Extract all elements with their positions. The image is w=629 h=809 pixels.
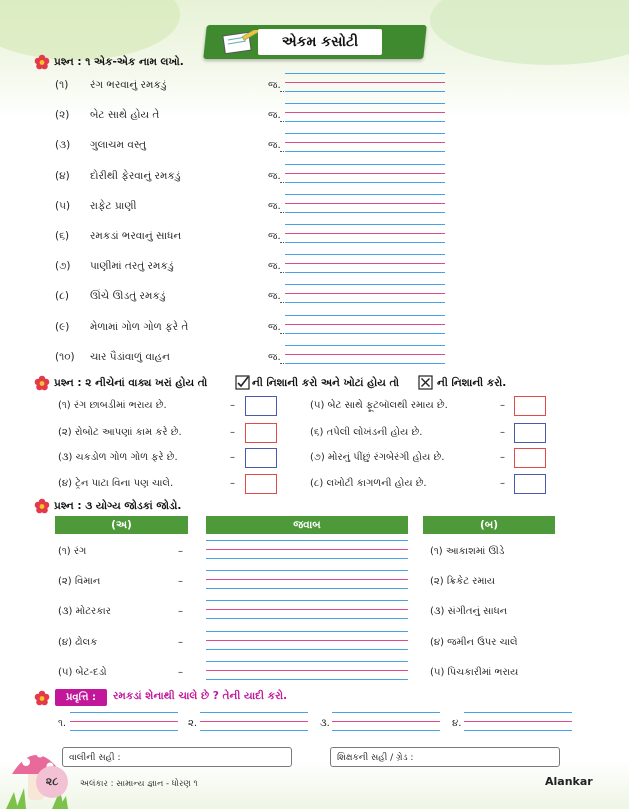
q1-item-number: (૨) [55, 109, 70, 121]
activity-line[interactable] [332, 730, 440, 731]
activity-line-top[interactable] [70, 712, 178, 713]
q1-item-text: મેળામાં ગોળ ગોળ ફરે તે [90, 321, 189, 333]
activity-line[interactable] [70, 730, 178, 731]
question-1-heading: પ્રશ્ન : ૧ એક-એક નામ લખો. [54, 56, 184, 68]
answer-line-top[interactable] [206, 600, 408, 601]
dash: – [178, 637, 183, 648]
answer-line[interactable] [285, 212, 445, 213]
q1-item-text: ગુલાચમ વસ્તુ [90, 139, 147, 151]
footer-book-title: અલંકાર : સામાન્ય જ્ઞાન - ધોરણ ૧ [80, 779, 198, 789]
q1-item-text: ચાર પૈડાંવાળું વાહન [90, 351, 170, 363]
statement-text: (૭) મોરનું પીંછું રંગબેરંગી હોય છે. [310, 452, 445, 463]
activity-guide-line [464, 721, 572, 722]
answer-prefix: જ. [268, 110, 281, 121]
statement-text: (૬) તપેલી લોખંડની હોય છે. [310, 427, 423, 438]
dash: – [230, 400, 235, 411]
teacher-signature-box[interactable]: શિક્ષકની સહી / ગ્રેડ : [330, 747, 560, 767]
answer-line-top[interactable] [285, 133, 445, 134]
column-a-item: (૪) ઢોલક [58, 637, 98, 648]
answer-line-top[interactable] [285, 73, 445, 74]
answer-checkbox[interactable] [245, 474, 277, 494]
column-b-item: (૫) પિચકારીમાં ભરાય [430, 667, 519, 678]
answer-line-top[interactable] [285, 254, 445, 255]
q1-item-number: (૮) [55, 290, 69, 302]
q1-item-number: (૩) [55, 139, 71, 151]
q1-item-number: (૧) [55, 79, 69, 91]
activity-line-top[interactable] [200, 712, 308, 713]
flower-icon [34, 375, 50, 391]
question-3-heading: પ્રશ્ન : ૩ યોગ્ય જોડકાં જોડો. [54, 500, 182, 512]
activity-instruction: રમકડાં શેનાથી ચાલે છે ? તેની યાદી કરો. [113, 690, 288, 702]
question-2-heading-part1: પ્રશ્ન : ૨ નીચેનાં વાક્ય ખરાં હોય તો [54, 377, 208, 389]
statement-text: (૨) રોબોટ આપણાં કામ કરે છે. [58, 427, 182, 438]
q1-item-text: રંગ ભરવાનું રમકડું [90, 79, 167, 91]
page-number: ૨૮ [36, 766, 68, 798]
answer-line-top[interactable] [206, 661, 408, 662]
activity-item-number: ૧. [58, 718, 67, 729]
q1-item-number: (૭) [55, 260, 71, 272]
answer-column-header: જવાબ [206, 516, 408, 534]
q1-item-text: પાણીમાં તરતું રમકડું [90, 260, 174, 272]
column-a-item: (૨) વિમાન [58, 576, 101, 587]
answer-guide-line [206, 549, 408, 550]
activity-item-number: ૪. [452, 718, 462, 729]
column-a-item: (૩) મોટરકાર [58, 606, 111, 617]
page-title: એકમ કસોટી [258, 29, 382, 55]
answer-checkbox[interactable] [514, 448, 546, 468]
answer-prefix: જ. [268, 322, 281, 333]
q1-item-text: રમકડાં ભરવાનું સાધન [90, 230, 182, 242]
answer-checkbox[interactable] [245, 448, 277, 468]
answer-checkbox[interactable] [514, 474, 546, 494]
activity-guide-line [332, 721, 440, 722]
pencil-notebook-icon [222, 30, 262, 54]
answer-guide-line [206, 640, 408, 641]
statement-text: (૮) લખોટી કાગળની હોય છે. [310, 478, 427, 489]
answer-line[interactable] [206, 558, 408, 559]
column-a-item: (૫) બેટ-દડો [58, 667, 107, 678]
answer-guide-line [285, 233, 445, 234]
column-a-header: (અ) [55, 516, 188, 534]
column-b-item: (૧) આકાશમાં ઊડે [430, 546, 505, 557]
answer-guide-line [206, 670, 408, 671]
question-2-heading-part3: ની નિશાની કરો. [437, 377, 507, 389]
q1-item-text: બેટ સાથે હોય તે [90, 109, 160, 121]
answer-checkbox[interactable] [514, 396, 546, 416]
activity-item-number: ૨. [188, 718, 198, 729]
dash: – [178, 546, 183, 557]
activity-line[interactable] [464, 730, 572, 731]
answer-guide-line [206, 609, 408, 610]
answer-guide-line [285, 112, 445, 113]
answer-prefix: જ. [268, 261, 281, 272]
statement-text: (૪) ટ્રેન પાટા વિના પણ ચાલે. [58, 478, 174, 489]
answer-prefix: જ. [268, 201, 281, 212]
answer-checkbox[interactable] [245, 423, 277, 443]
q1-item-text: દોરીથી ફેરવાનું રમકડું [90, 170, 181, 182]
answer-prefix: જ. [268, 171, 281, 182]
dash: – [230, 427, 235, 438]
activity-badge: પ્રવૃત્તિ : [55, 689, 107, 706]
answer-line[interactable] [206, 618, 408, 619]
answer-guide-line [285, 142, 445, 143]
q1-item-number: (૧૦) [55, 351, 75, 363]
q1-item-text: રાફેટ પ્રાણી [90, 200, 137, 212]
answer-line[interactable] [285, 91, 445, 92]
answer-checkbox[interactable] [245, 396, 277, 416]
answer-line[interactable] [285, 182, 445, 183]
activity-guide-line [70, 721, 178, 722]
activity-item-number: ૩. [320, 718, 330, 729]
answer-guide-line [285, 82, 445, 83]
answer-line-top[interactable] [285, 194, 445, 195]
answer-checkbox[interactable] [514, 423, 546, 443]
answer-line[interactable] [285, 333, 445, 334]
column-b-item: (૪) જમીન ઉપર ચાલે [430, 637, 518, 648]
answer-guide-line [285, 324, 445, 325]
answer-guide-line [285, 293, 445, 294]
activity-line-top[interactable] [464, 712, 572, 713]
q1-item-number: (૪) [55, 170, 70, 182]
answer-guide-line [285, 203, 445, 204]
answer-line-top[interactable] [285, 224, 445, 225]
answer-line[interactable] [285, 363, 445, 364]
answer-line-top[interactable] [285, 345, 445, 346]
question-2-heading-part2: ની નિશાની કરો અને ખોટાં હોય તો [252, 377, 400, 389]
statement-text: (૧) રંગ છાબડીમાં ભરાય છે. [58, 400, 167, 411]
answer-line[interactable] [206, 649, 408, 650]
dash: – [178, 576, 183, 587]
cross-box-icon [418, 375, 433, 390]
dash: – [500, 478, 505, 489]
statement-text: (૫) બેટ સાથે ફૂટબૉલથી રમાય છે. [310, 400, 448, 411]
answer-line-top[interactable] [206, 570, 408, 571]
column-b-item: (૨) ક્રિકેટ રમાય [430, 576, 496, 587]
statement-text: (૩) ચકડોળ ગોળ ગોળ ફરે છે. [58, 452, 178, 463]
column-b-header: (બ) [423, 516, 555, 534]
flower-icon [34, 54, 50, 70]
answer-prefix: જ. [268, 231, 281, 242]
answer-line-top[interactable] [285, 164, 445, 165]
dash: – [230, 452, 235, 463]
publisher-logo: Alankar [545, 775, 593, 788]
answer-line[interactable] [206, 588, 408, 589]
answer-line-top[interactable] [285, 315, 445, 316]
answer-guide-line [285, 173, 445, 174]
flower-icon [34, 498, 50, 514]
flower-icon [34, 690, 50, 706]
answer-prefix: જ. [268, 140, 281, 151]
dash: – [230, 478, 235, 489]
dash: – [500, 400, 505, 411]
dash: – [500, 452, 505, 463]
answer-line[interactable] [285, 242, 445, 243]
answer-line[interactable] [285, 272, 445, 273]
activity-line[interactable] [200, 730, 308, 731]
column-b-item: (૩) સંગીતનું સાધન [430, 606, 508, 617]
dash: – [178, 606, 183, 617]
dash: – [178, 667, 183, 678]
answer-line[interactable] [206, 679, 408, 680]
answer-guide-line [285, 263, 445, 264]
answer-prefix: જ. [268, 80, 281, 91]
parent-signature-box[interactable]: વાલીની સહી : [62, 747, 292, 767]
activity-guide-line [200, 721, 308, 722]
answer-line-top[interactable] [206, 540, 408, 541]
answer-line-top[interactable] [285, 103, 445, 104]
answer-guide-line [285, 354, 445, 355]
dash: – [500, 427, 505, 438]
answer-prefix: જ. [268, 291, 281, 302]
q1-item-number: (૫) [55, 200, 71, 212]
column-a-item: (૧) રંગ [58, 546, 87, 557]
answer-line-top[interactable] [285, 284, 445, 285]
q1-item-number: (૬) [55, 230, 70, 242]
q1-item-text: ઊંચે ઊડતું રમકડું [90, 290, 166, 302]
answer-line[interactable] [285, 302, 445, 303]
checkmark-box-icon [235, 375, 250, 390]
answer-line[interactable] [285, 121, 445, 122]
q1-item-number: (૯) [55, 321, 70, 333]
answer-prefix: જ. [268, 352, 281, 363]
answer-line[interactable] [285, 151, 445, 152]
activity-line-top[interactable] [332, 712, 440, 713]
answer-guide-line [206, 579, 408, 580]
answer-line-top[interactable] [206, 631, 408, 632]
